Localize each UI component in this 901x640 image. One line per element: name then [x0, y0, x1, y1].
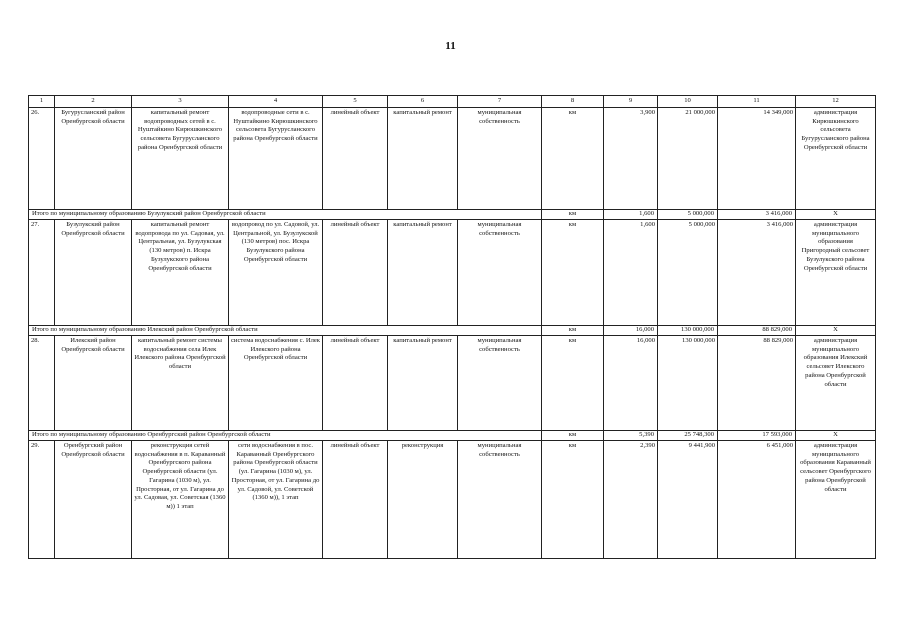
- summary-capacity: 1,600: [604, 210, 658, 220]
- column-header: 8: [542, 96, 604, 108]
- column-header: 10: [658, 96, 718, 108]
- investment-objects-table: [28, 95, 876, 559]
- summary-cost: 5 000,000: [658, 210, 718, 220]
- column-header: 9: [604, 96, 658, 108]
- unit-cell: км: [542, 220, 604, 326]
- summary-capacity: 16,000: [604, 326, 658, 336]
- row-number: 26.: [29, 108, 55, 210]
- summary-label: Итого по муниципальному образованию Бузулукский район Оренбургской области: [29, 210, 542, 220]
- summary-mark: Х: [796, 210, 876, 220]
- table-row: [29, 336, 876, 431]
- object-cell: сети водоснабжения в пос. Караванный Оренбургского района Оренбургской области (ул. Гагарина (1030 м), ул. Просторная, от ул. Гагарина до ул. Садовой, ул. Советской (1360 м)), 1 этап: [229, 441, 323, 559]
- ownership-cell: муниципальная собственность: [458, 220, 542, 326]
- summary-label: Итого по муниципальному образованию Оренбургский район Оренбургской области: [29, 431, 542, 441]
- summary-label: Итого по муниципальному образованию Илекский район Оренбургской области: [29, 326, 542, 336]
- cost-cell: 130 000,000: [658, 336, 718, 431]
- funding-cell: 6 451,000: [718, 441, 796, 559]
- row-number: 27.: [29, 220, 55, 326]
- page-number: 11: [445, 40, 456, 52]
- summary-unit: км: [542, 326, 604, 336]
- row-number: 28.: [29, 336, 55, 431]
- project-name-cell: реконструкция сетей водоснабжения в п. Караванный Оренбургского района Оренбургской области (ул. Гагарина (1030 м), ул. Просторная, от ул. Гагарина до ул. Садовая, ул. Советская (1360 м)) 1 этап: [132, 441, 229, 559]
- capacity-cell: 2,390: [604, 441, 658, 559]
- capacity-cell: 1,600: [604, 220, 658, 326]
- ownership-cell: муниципальная собственность: [458, 108, 542, 210]
- work-type-cell: капитальный ремонт: [388, 220, 458, 326]
- summary-unit: км: [542, 210, 604, 220]
- column-header: 2: [55, 96, 132, 108]
- column-header: 4: [229, 96, 323, 108]
- summary-funding: 17 593,000: [718, 431, 796, 441]
- table-row: [29, 441, 876, 559]
- summary-funding: 88 829,000: [718, 326, 796, 336]
- column-header: 11: [718, 96, 796, 108]
- summary-mark: Х: [796, 431, 876, 441]
- capacity-cell: 3,900: [604, 108, 658, 210]
- summary-unit: км: [542, 431, 604, 441]
- cost-cell: 5 000,000: [658, 220, 718, 326]
- table-row: [29, 108, 876, 210]
- ownership-cell: муниципальная собственность: [458, 336, 542, 431]
- column-header: 3: [132, 96, 229, 108]
- customer-cell: администрация муниципального образования Илекский сельсовет Илекского района Оренбургской области: [796, 336, 876, 431]
- district-cell: Бузулукский район Оренбургской области: [55, 220, 132, 326]
- column-header: 1: [29, 96, 55, 108]
- district-cell: Оренбургский район Оренбургской области: [55, 441, 132, 559]
- summary-mark: Х: [796, 326, 876, 336]
- funding-cell: 88 829,000: [718, 336, 796, 431]
- column-header: 6: [388, 96, 458, 108]
- object-type-cell: линейный объект: [323, 108, 388, 210]
- district-cell: Бугурусланский район Оренбургской области: [55, 108, 132, 210]
- unit-cell: км: [542, 441, 604, 559]
- project-name-cell: капитальный ремонт системы водоснабжения села Илек Илекского района Оренбургской области: [132, 336, 229, 431]
- summary-row: [29, 210, 876, 220]
- summary-row: [29, 431, 876, 441]
- summary-capacity: 5,390: [604, 431, 658, 441]
- unit-cell: км: [542, 336, 604, 431]
- capacity-cell: 16,000: [604, 336, 658, 431]
- column-header-row: [29, 96, 876, 108]
- district-cell: Илекский район Оренбургской области: [55, 336, 132, 431]
- column-header: 7: [458, 96, 542, 108]
- column-header: 5: [323, 96, 388, 108]
- ownership-cell: муниципальная собственность: [458, 441, 542, 559]
- summary-row: [29, 326, 876, 336]
- cost-cell: 21 000,000: [658, 108, 718, 210]
- customer-cell: администрация муниципального образования Караванный сельсовет Оренбургского района Оренбургской области: [796, 441, 876, 559]
- customer-cell: администрация муниципального образования Пригородный сельсовет Бузулукского района Оренбургской области: [796, 220, 876, 326]
- funding-cell: 14 349,000: [718, 108, 796, 210]
- object-cell: водопровод по ул. Садовой, ул. Центральной, ул. Бузулукской (130 метров) пос. Искра Бузулукского района Оренбургской области: [229, 220, 323, 326]
- cost-cell: 9 441,900: [658, 441, 718, 559]
- unit-cell: км: [542, 108, 604, 210]
- object-type-cell: линейный объект: [323, 336, 388, 431]
- work-type-cell: реконструкция: [388, 441, 458, 559]
- project-name-cell: капитальный ремонт водопровода по ул. Садовая, ул. Центральная, ул. Бузулукская (130 метров) п. Искра Бузулукского района Оренбургской области: [132, 220, 229, 326]
- customer-cell: администрация Кирюшкинского сельсовета Бугурусланского района Оренбургской области: [796, 108, 876, 210]
- project-name-cell: капитальный ремонт водопроводных сетей в с. Нуштайкино Кирюшкинского сельсовета Бугурусланского района Оренбургской области: [132, 108, 229, 210]
- work-type-cell: капитальный ремонт: [388, 108, 458, 210]
- funding-cell: 3 416,000: [718, 220, 796, 326]
- object-cell: система водоснабжения с. Илек Илекского района Оренбургской области: [229, 336, 323, 431]
- summary-cost: 130 000,000: [658, 326, 718, 336]
- object-type-cell: линейный объект: [323, 220, 388, 326]
- summary-cost: 25 748,300: [658, 431, 718, 441]
- summary-funding: 3 416,000: [718, 210, 796, 220]
- object-cell: водопроводные сети в с. Нуштайкино Кирюшкинского сельсовета Бугурусланского района Оренбургской области: [229, 108, 323, 210]
- table-row: [29, 220, 876, 326]
- row-number: 29.: [29, 441, 55, 559]
- work-type-cell: капитальный ремонт: [388, 336, 458, 431]
- column-header: 12: [796, 96, 876, 108]
- object-type-cell: линейный объект: [323, 441, 388, 559]
